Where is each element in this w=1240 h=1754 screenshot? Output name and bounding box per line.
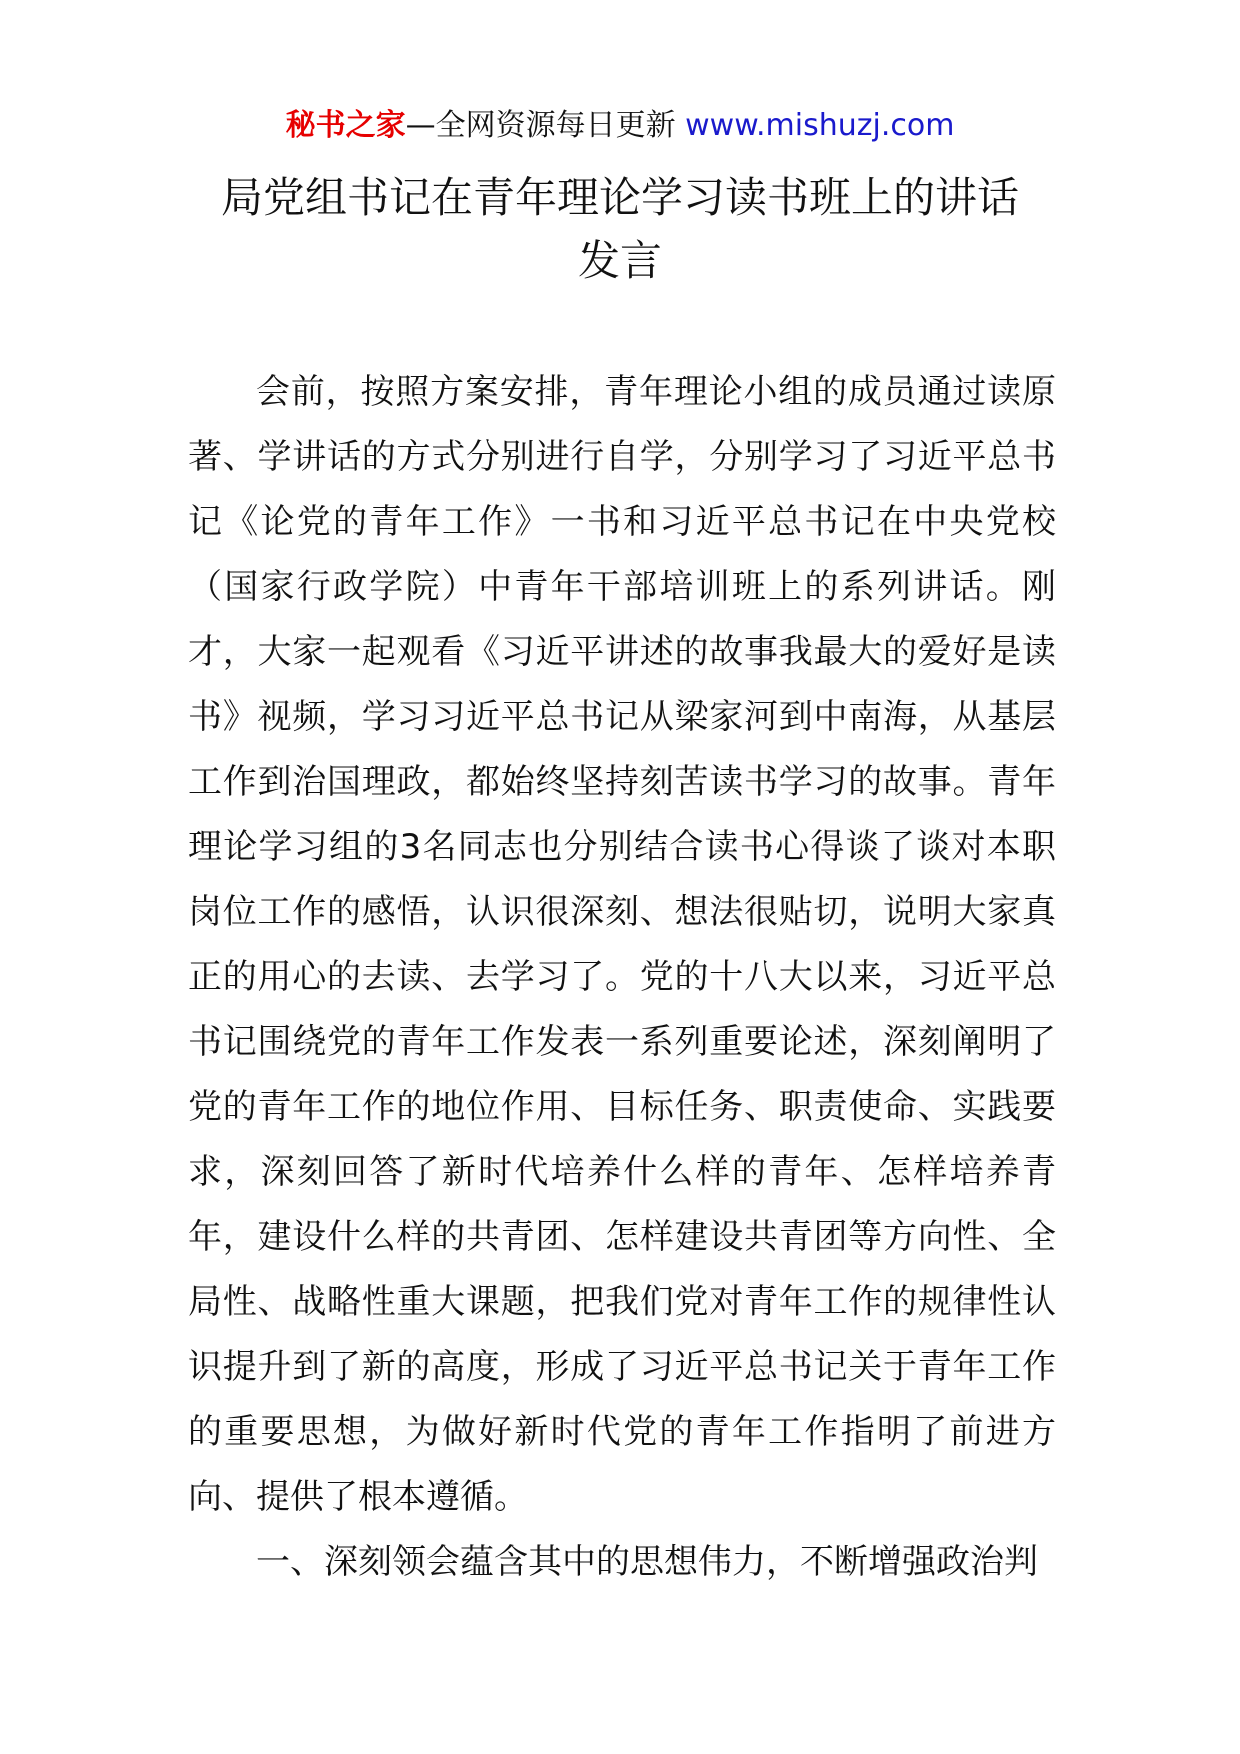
body-paragraph: 会前，按照方案安排，青年理论小组的成员通过读原著、学讲话的方式分别进行自学，分别学习了习近平总书记《论党的青年工作》一书和习近平总书记在中央党校（国家行政学院）中青年干部培训班上的系列讲话。刚才，大家一起观看《习近平讲述的故事我最大的爱好是读书》视频，学习习近平总书记从梁家河到中南海，从基层工作到治国理政，都始终坚持刻苦读书学习的故事。青年理论学习组的3名同志也分别结合读书心得谈了谈对本职岗位工作的感悟，认识很深刻、想法很贴切，说明大家真正的用心的去读、去学习了。党的十八大以来，习近平总书记围绕党的青年工作发表一系列重要论述，深刻阐明了党的青年工作的地位作用、目标任务、职责使命、实践要求，深刻回答了新时代培养什么样的青年、怎样培养青年，建设什么样的共青团、怎样建设共青团等方向性、全局性、战略性重大课题，把我们党对青年工作的规律性认识提升到了新的高度，形成了习近平总书记关于青年工作的重要思想，为做好新时代党的青年工作指明了前进方向、提供了根本遵循。 <box>188 372 1056 1517</box>
site-brand: 秘书之家 <box>285 108 406 143</box>
title-line-1: 局党组书记在青年理论学习读书班上的讲话 <box>220 173 1019 222</box>
site-tagline: —全网资源每日更新 <box>405 108 676 143</box>
site-url-link[interactable]: www.mishuzj.com <box>685 108 955 143</box>
title-line-2: 发言 <box>577 236 662 285</box>
section-heading: 一、深刻领会蕴含其中的思想伟力，不断增强政治判 <box>256 1542 1038 1582</box>
site-header <box>0 104 1240 148</box>
document-title <box>0 166 1240 292</box>
document-body <box>188 360 1056 1595</box>
